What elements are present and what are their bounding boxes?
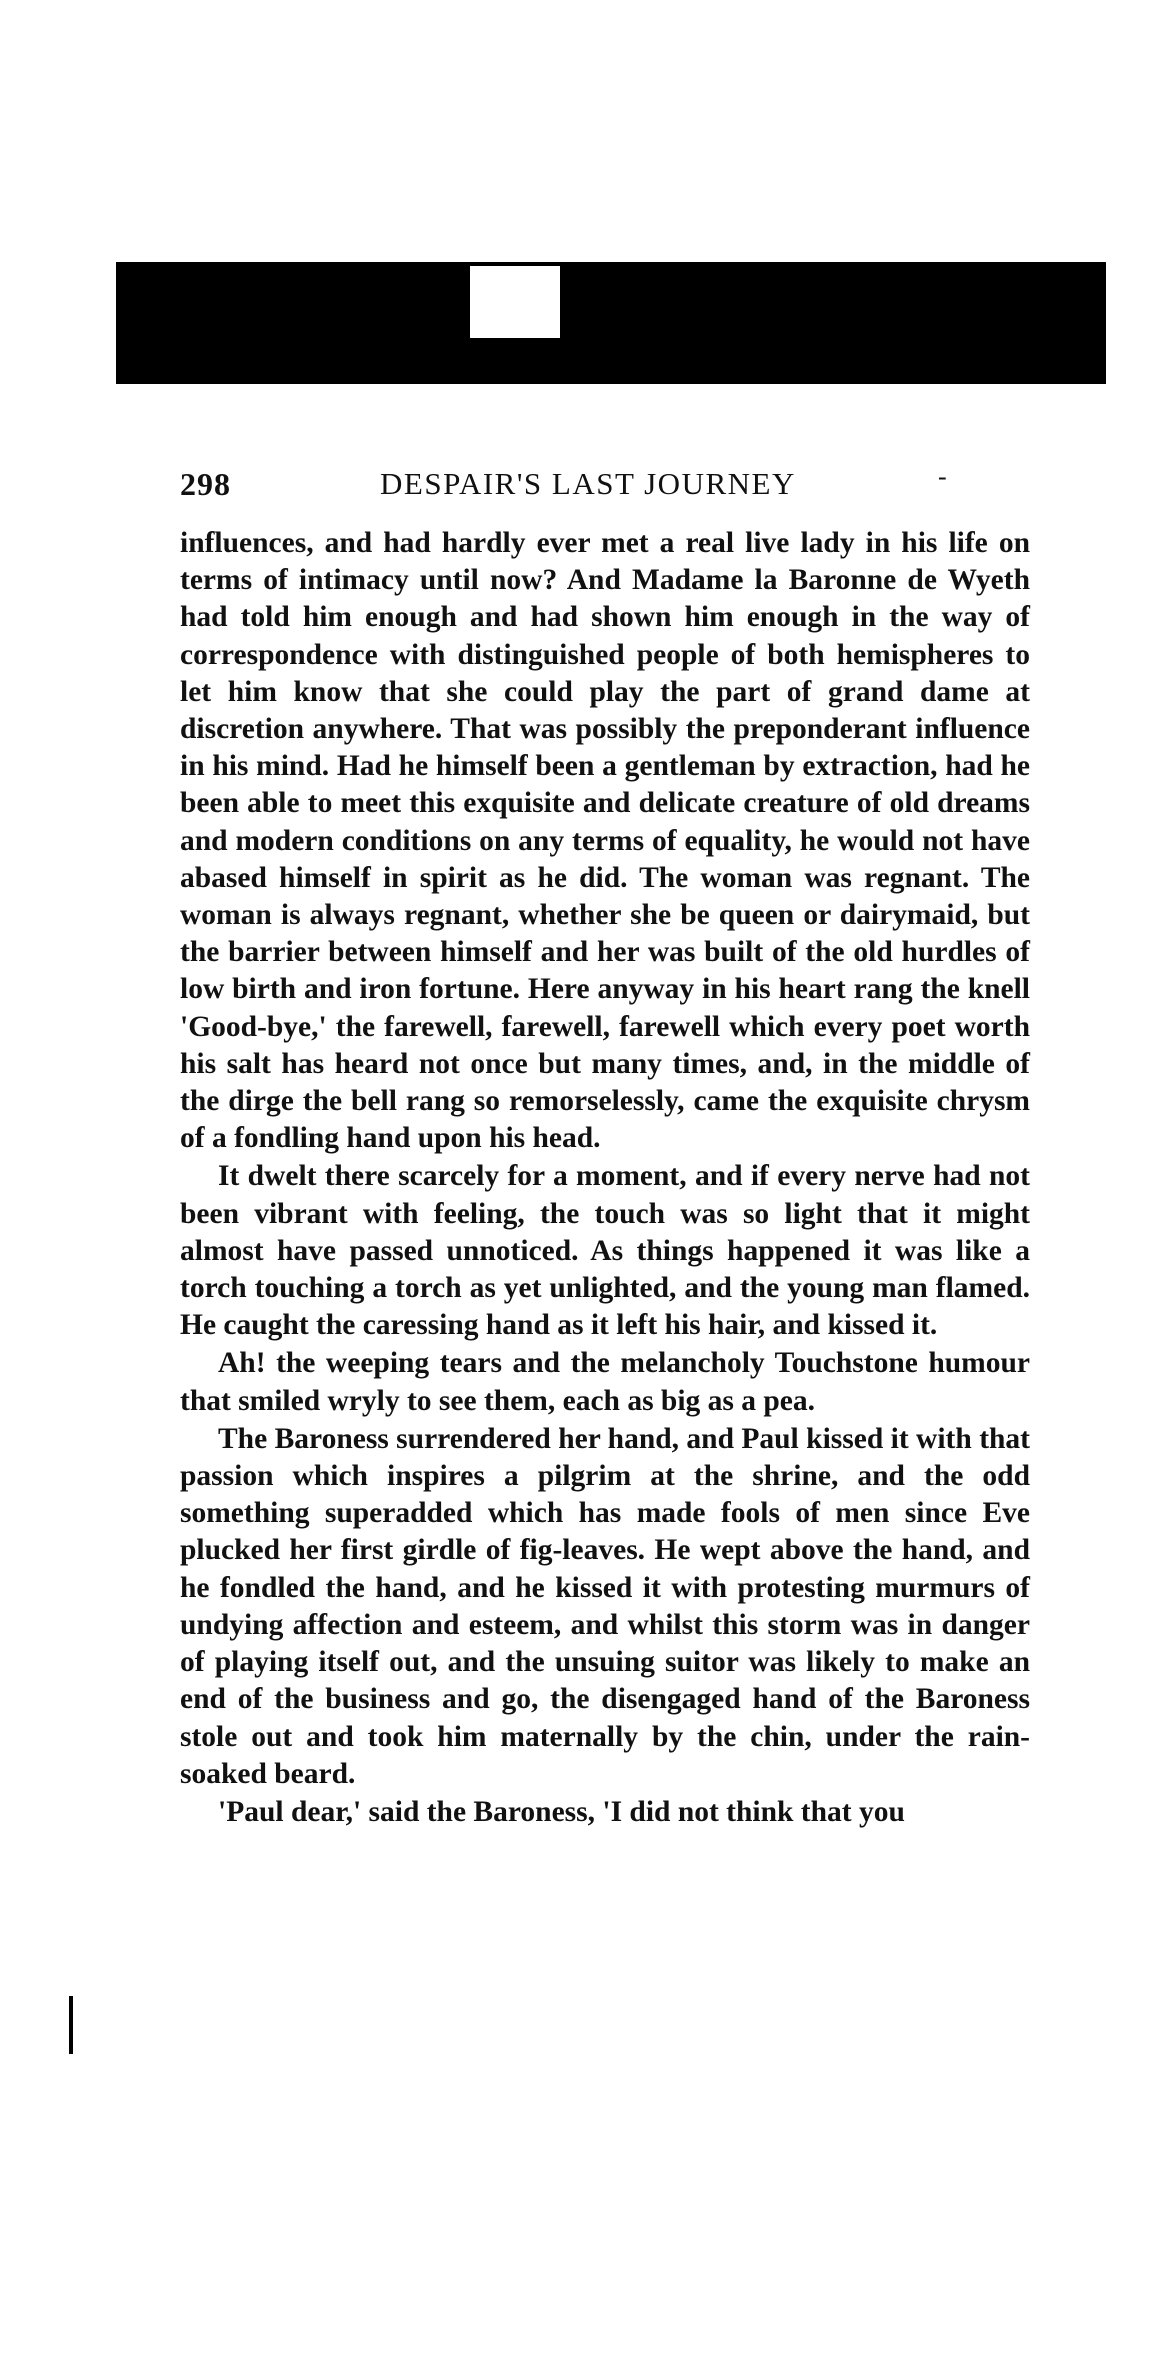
page-header bbox=[180, 462, 947, 510]
scan-tab-notch bbox=[470, 266, 560, 338]
gutter-mark bbox=[69, 1996, 73, 2054]
paragraph-5: 'Paul dear,' said the Baroness, 'I did not think that you bbox=[218, 1795, 905, 1828]
paragraph-1: influences, and had hardly ever met a real live lady in his life on terms of intimacy until now? And Madame la Baronne de Wyeth had told him enough and had shown him enough in the way of correspondence with distinguished people of both hemispheres to let him know that she could play the part of grand dame at discretion anywhere. That was possibly the preponderant influence in his mind. Had he himself been a gentleman by extraction, had he been able to meet this exquisite and delicate creature of old dreams and modern conditions on any terms of equality, he would not have abased himself in spirit as he did. The woman was regnant. The woman is always regnant, whether she be queen or dairymaid, but the barrier between himself and her was built of the old hurdles of low birth and iron fortune. Here anyway in his heart rang the knell 'Good-bye,' the farewell, farewell, farewell which every poet worth his salt has heard not once but many times, and, in the middle of the dirge the bell rang so remorselessly, came the exquisite chrysm of a fondling hand upon his head. bbox=[180, 527, 1030, 1155]
paragraph-3: Ah! the weeping tears and the melancholy Touchstone humour that smiled wryly to see them, each as big as a pea. bbox=[180, 1347, 1030, 1417]
running-title: DESPAIR'S LAST JOURNEY bbox=[380, 466, 796, 501]
header-dash-mark: - bbox=[938, 462, 947, 491]
page-number: 298 bbox=[180, 466, 231, 502]
paragraph-4: The Baroness surrendered her hand, and Paul kissed it with that passion which inspires a pilgrim at the shrine, and the odd something superadded which has made fools of men since Eve plucked her first girdle of fig-leaves. He wept above the hand, and he fondled the hand, and he kissed it with protesting murmurs of undying affection and esteem, and whilst this storm was in danger of playing itself out, and the unsuing suitor was likely to make an end of the business and go, the disengaged hand of the Baroness stole out and took him maternally by the chin, under the rain-soaked beard. bbox=[180, 1422, 1030, 1790]
scan-black-band bbox=[116, 262, 1106, 384]
body-text bbox=[180, 525, 1030, 1831]
paragraph-2: It dwelt there scarcely for a moment, and if every nerve had not been vibrant with feeling, the touch was so light that it might almost have passed unnoticed. As things happened it was like a torch touching a torch as yet unlighted, and the young man flamed. He caught the caressing hand as it left his hair, and kissed it. bbox=[180, 1160, 1030, 1342]
